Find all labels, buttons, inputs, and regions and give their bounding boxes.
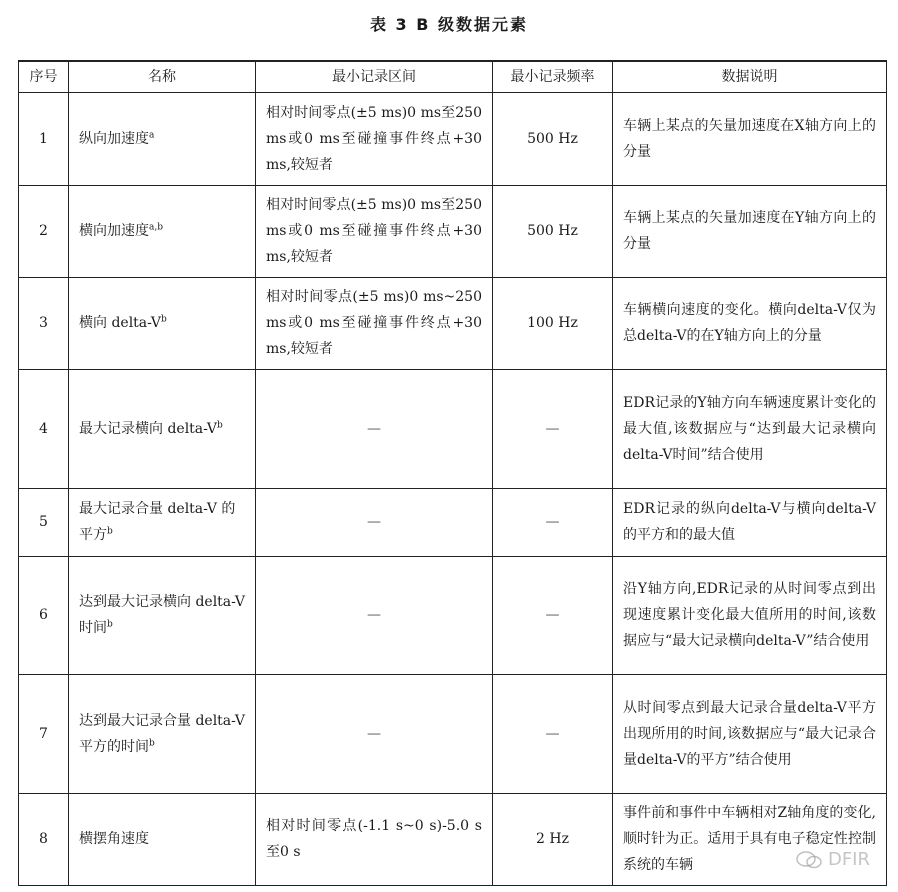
table-row bbox=[19, 369, 887, 488]
seq-cell: 8 bbox=[19, 793, 69, 885]
seq-cell: 5 bbox=[19, 488, 69, 556]
description-cell: EDR记录的纵向delta-V与横向delta-V的平方和的最大值 bbox=[613, 488, 887, 556]
name-cell bbox=[69, 369, 256, 488]
range-cell: — bbox=[256, 556, 493, 674]
name-cell bbox=[69, 277, 256, 369]
range-cell: — bbox=[256, 369, 493, 488]
header-frequency: 最小记录频率 bbox=[493, 61, 613, 92]
description-cell: 沿Y轴方向,EDR记录的从时间零点到出现速度累计变化最大值所用的时间,该数据应与“最大记录横向delta-V”结合使用 bbox=[613, 556, 887, 674]
description-cell: 车辆横向速度的变化。横向delta-V仅为总delta-V的在Y轴方向上的分量 bbox=[613, 277, 887, 369]
seq-cell: 6 bbox=[19, 556, 69, 674]
footnote-sup: b bbox=[216, 419, 223, 430]
name-label: 达到最大记录横向 delta-V 时间 bbox=[79, 594, 245, 636]
footnote-sup: b bbox=[160, 314, 167, 325]
range-cell: 相对时间零点(±5 ms)0 ms~250 ms或0 ms至碰撞事件终点+30 ms,较短者 bbox=[256, 277, 493, 369]
description-cell: EDR记录的Y轴方向车辆速度累计变化的最大值,该数据应与“达到最大记录横向delta-V时间”结合使用 bbox=[613, 369, 887, 488]
table-caption: 表 3 B 级数据元素 bbox=[369, 15, 529, 34]
table-row bbox=[19, 556, 887, 674]
footnote-sup: a bbox=[149, 129, 155, 140]
footnote-sup: b bbox=[149, 737, 155, 748]
data-elements-table bbox=[18, 60, 887, 886]
name-cell bbox=[69, 488, 256, 556]
name-label: 最大记录横向 delta-V bbox=[79, 420, 217, 437]
frequency-cell: 500 Hz bbox=[493, 185, 613, 277]
table-row bbox=[19, 277, 887, 369]
header-description: 数据说明 bbox=[613, 61, 887, 92]
name-label: 横向 delta-V bbox=[79, 315, 161, 331]
description-cell: 从时间零点到最大记录合量delta-V平方出现所用的时间,该数据应与“最大记录合量delta-V的平方”结合使用 bbox=[613, 674, 887, 793]
frequency-cell: — bbox=[493, 674, 613, 793]
wechat-icon bbox=[796, 851, 822, 869]
header-seq: 序号 bbox=[19, 61, 69, 92]
header-name: 名称 bbox=[69, 61, 256, 92]
range-cell: — bbox=[256, 488, 493, 556]
seq-cell: 1 bbox=[19, 92, 69, 185]
name-label: 最大记录合量 delta-V 的平方 bbox=[79, 501, 236, 543]
footnote-sup: a,b bbox=[149, 222, 163, 233]
name-cell bbox=[69, 674, 256, 793]
range-cell: — bbox=[256, 674, 493, 793]
seq-cell: 7 bbox=[19, 674, 69, 793]
seq-cell: 4 bbox=[19, 369, 69, 488]
frequency-cell: 100 Hz bbox=[493, 277, 613, 369]
description-cell: 车辆上某点的矢量加速度在Y轴方向上的分量 bbox=[613, 185, 887, 277]
name-label: 达到最大记录合量 delta-V 平方的时间 bbox=[79, 712, 245, 755]
table-row bbox=[19, 488, 887, 556]
name-cell bbox=[69, 793, 256, 885]
range-cell: 相对时间零点(-1.1 s~0 s)-5.0 s至0 s bbox=[256, 793, 493, 885]
frequency-cell: — bbox=[493, 369, 613, 488]
header-range: 最小记录区间 bbox=[256, 61, 493, 92]
name-label: 纵向加速度 bbox=[79, 130, 149, 147]
watermark-text: DFIR bbox=[827, 849, 870, 870]
seq-cell: 3 bbox=[19, 277, 69, 369]
table-row bbox=[19, 674, 887, 793]
name-cell bbox=[69, 185, 256, 277]
footnote-sup: b bbox=[107, 619, 113, 630]
range-cell: 相对时间零点(±5 ms)0 ms至250 ms或0 ms至碰撞事件终点+30 ms,较短者 bbox=[256, 185, 493, 277]
table-row bbox=[19, 793, 887, 885]
seq-cell: 2 bbox=[19, 185, 69, 277]
footnote-sup: b bbox=[107, 526, 113, 537]
watermark bbox=[796, 849, 870, 870]
description-cell: 事件前和事件中车辆相对Z轴角度的变化,顺时针为正。适用于具有电子稳定性控制系统的车辆 bbox=[613, 793, 887, 885]
table-row bbox=[19, 92, 887, 185]
description-cell: 车辆上某点的矢量加速度在X轴方向上的分量 bbox=[613, 92, 887, 185]
table-row bbox=[19, 185, 887, 277]
range-cell: 相对时间零点(±5 ms)0 ms至250 ms或0 ms至碰撞事件终点+30 ms,较短者 bbox=[256, 92, 493, 185]
frequency-cell: — bbox=[493, 556, 613, 674]
frequency-cell: 500 Hz bbox=[493, 92, 613, 185]
frequency-cell: — bbox=[493, 488, 613, 556]
header-row bbox=[19, 61, 887, 92]
frequency-cell: 2 Hz bbox=[493, 793, 613, 885]
name-cell bbox=[69, 556, 256, 674]
name-cell bbox=[69, 92, 256, 185]
name-label: 横摆角速度 bbox=[79, 831, 149, 847]
name-label: 横向加速度 bbox=[79, 223, 149, 239]
